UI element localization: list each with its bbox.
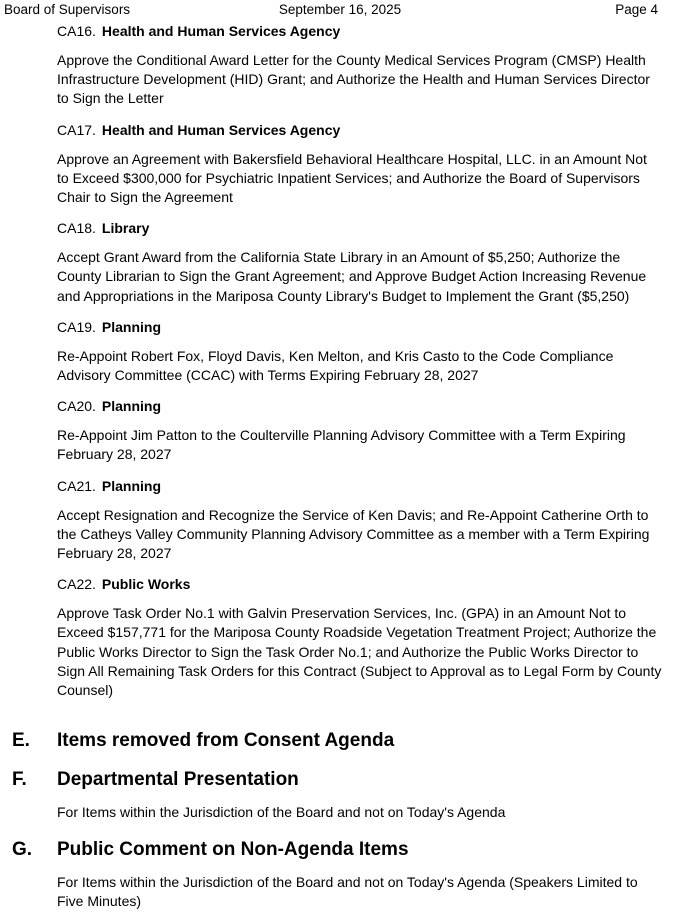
agenda-item-ca21 (57, 476, 662, 564)
agenda-item-ca17 (57, 120, 662, 208)
agenda-item-title (57, 21, 662, 41)
item-code: CA20. (57, 398, 96, 415)
consent-agenda-items (57, 21, 662, 711)
agenda-item-ca19 (57, 317, 662, 385)
agenda-item-ca18 (57, 218, 662, 306)
agenda-item-ca16 (57, 21, 662, 109)
section-letter: G. (12, 839, 33, 860)
section-title: Public Comment on Non-Agenda Items (57, 839, 409, 860)
item-department: Health and Human Services Agency (101, 121, 341, 138)
header-page-number: Page 4 (615, 2, 658, 17)
agenda-item-ca22 (57, 574, 662, 700)
item-code: CA17. (57, 121, 96, 138)
item-description: Re-Appoint Jim Patton to the Coulterville Planning Advisory Committee with a Term Expiring February 28, 2027 (57, 427, 626, 463)
section-description: For Items within the Jurisdiction of the Board and not on Today's Agenda (Speakers Limited to Five Minutes) (57, 874, 638, 910)
item-department: Library (101, 220, 150, 237)
agenda-item-ca20 (57, 396, 662, 464)
item-code: CA16. (57, 23, 96, 39)
page-header (0, 0, 680, 20)
agenda-item-title (57, 120, 662, 140)
section-letter: F. (12, 769, 27, 790)
item-code: CA19. (57, 318, 96, 335)
section-letter: E. (12, 730, 30, 751)
item-code: CA21. (57, 477, 96, 494)
section-title: Departmental Presentation (57, 769, 299, 790)
agenda-item-title (57, 396, 662, 416)
item-department: Health and Human Services Agency (101, 23, 341, 39)
item-description: Approve the Conditional Award Letter for the County Medical Services Program (CMSP) Health Infrastructure Development (HID) Grant; and Authorize the Health and Human Services Director to Sign the Letter (57, 52, 650, 107)
item-description: Re-Appoint Robert Fox, Floyd Davis, Ken Melton, and Kris Casto to the Code Compliance Advisory Committee (CCAC) with Terms Expiring February 28, 2027 (57, 347, 614, 384)
item-description: Accept Grant Award from the California State Library in an Amount of $5,250; Authorize the County Librarian to Sign the Grant Agreement; and Approve Budget Action Increasing Revenue and Appropriations in the Mariposa County Library's Budget to Implement the Grant ($5,250) (57, 249, 647, 304)
item-department: Planning (101, 477, 162, 494)
item-description: Accept Resignation and Recognize the Service of Ken Davis; and Re-Appoint Catherine Orth to the Catheys Valley Community Planning Advisory Committee as a member with a Term Expiring February 28, 2027 (57, 506, 650, 562)
agenda-item-title (57, 218, 662, 238)
item-department: Planning (101, 318, 162, 335)
item-description: Approve Task Order No.1 with Galvin Preservation Services, Inc. (GPA) in an Amount Not to Exceed $157,771 for the Mariposa County Roadside Vegetation Treatment Project; Authorize the Public Works Director to Sign the Task Order No.1; and Authorize the Public Works Director to Sign All Remaining Task Orders for this Contract (Subject to Approval as to Legal Form by County Counsel) (57, 605, 662, 699)
section-description: For Items within the Jurisdiction of the Board and not on Today's Agenda (57, 804, 506, 820)
agenda-item-title (57, 317, 662, 337)
item-code: CA22. (57, 576, 96, 593)
item-department: Planning (101, 398, 162, 415)
header-date: September 16, 2025 (278, 2, 402, 17)
item-code: CA18. (57, 220, 96, 237)
item-department: Public Works (101, 576, 191, 593)
agenda-item-title (57, 574, 662, 594)
header-board-name: Board of Supervisors (4, 2, 131, 17)
item-description: Approve an Agreement with Bakersfield Behavioral Healthcare Hospital, LLC. in an Amount Not to Exceed $300,000 for Psychiatric Inpatient Services; and Authorize the Board of Supervisors Chair to Sign the Agreement (57, 150, 647, 206)
agenda-item-title (57, 476, 662, 496)
section-title: Items removed from Consent Agenda (57, 730, 395, 751)
